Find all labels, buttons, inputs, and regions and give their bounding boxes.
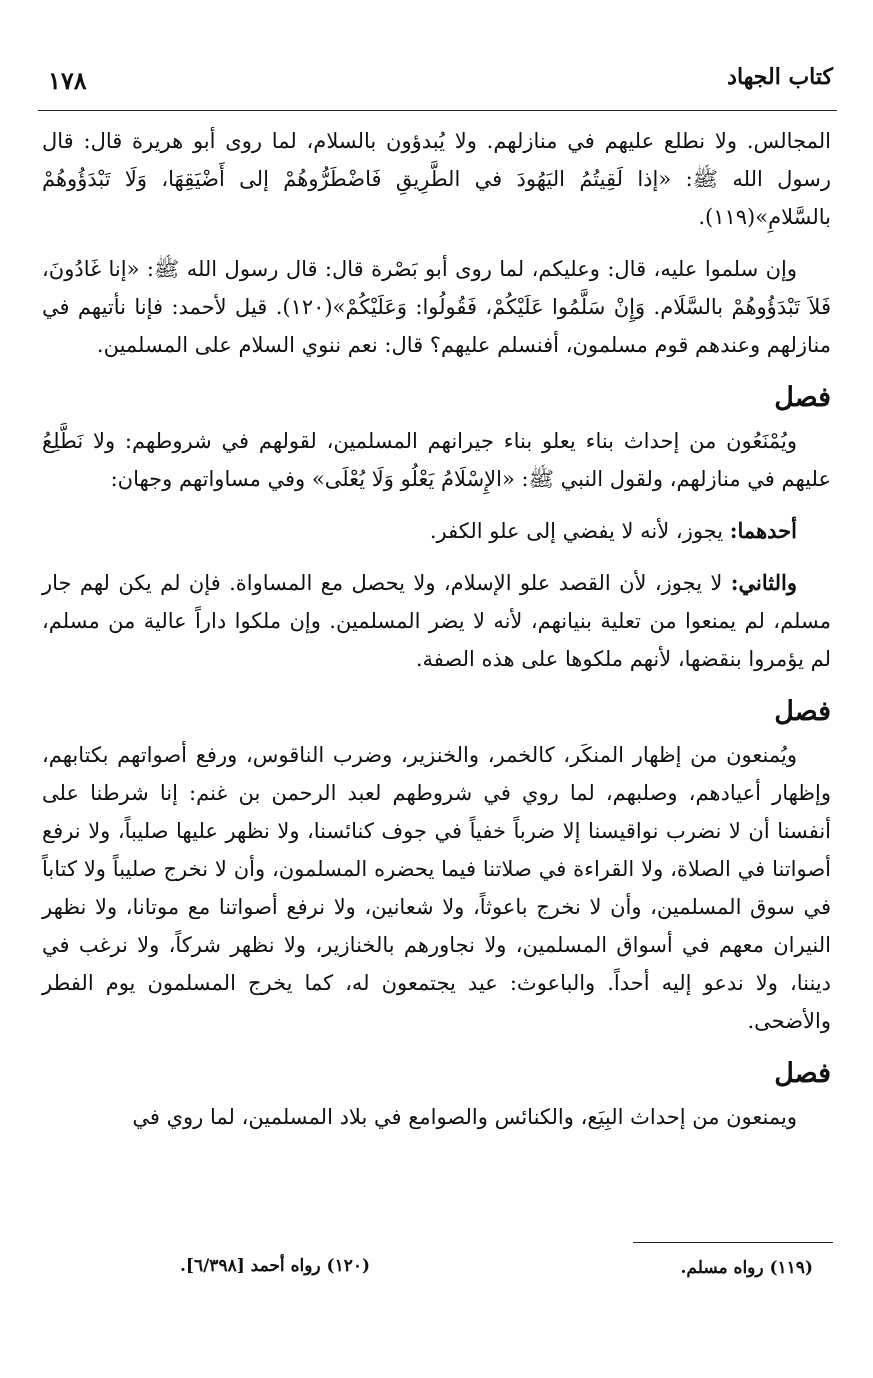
paragraph-buildings: ويُمْنَعُون من إحداث بناء يعلو بناء جيرانهم المسلمين، لقولهم في شروطهم: ولا نَطَّلِعُ عليهم في منازلهم، ولقول النبي ﷺ: «الإِسْلَامُ يَعْلُو وَلَا يُعْلَى» وفي مساواتهم وجهان: — [42, 429, 831, 491]
page-number: ١٧٨ — [48, 66, 87, 95]
paragraph-churches: ويمنعون من إحداث البِيَع، والكنائس والصوامع في بلاد المسلمين، لما روي في — [132, 1105, 797, 1129]
paragraph-first-view — [42, 512, 831, 550]
book-title: كتاب الجهاد — [727, 64, 833, 90]
second-view-label: والثاني: — [730, 570, 797, 595]
paragraph-public-display: ويُمنعون من إظهار المنكَر، كالخمر، والخنزير، وضرب الناقوس، ورفع أصواتهم بكتابهم، وإظهار أعيادهم، وصلبهم، لما روي في شروطهم لعبد الرحمن بن غنم: إنا شرطنا على أنفسنا أن لا نضرب نواقيسنا إلا ضرباً خفياً في جوف كنائسنا، ولا نظهر عليها صليباً، ولا نرفع أصواتنا في الصلاة، ولا القراءة في صلاتنا فيما يحضره المسلمون، وأن لا نخرج صليباً ولا كتاباً في سوق المسلمين، وأن لا نخرج باعوثاً، ولا شعانين، ولا نرفع أصواتنا مع موتانا، ولا نظهر النيران معهم في أسواق المسلمين، ولا نجاورهم بالخنازير، ولا نظهر شركاً، ولا نرغب في ديننا، ولا ندعو إليه أحداً. والباعوث: عيد يجتمعون له، كما يخرج المسلمون يوم الفطر والأضحى. — [42, 743, 831, 1033]
footnote-rule — [633, 1242, 833, 1243]
section-heading: فصل — [774, 696, 831, 727]
header-rule — [38, 110, 837, 111]
main-text — [42, 122, 831, 1150]
section-heading: فصل — [774, 382, 831, 413]
paragraph-second-view — [42, 564, 831, 678]
paragraph-greeting: المجالس. ولا نطلع عليهم في منازلهم. ولا يُبدؤون بالسلام، لما روى أبو هريرة قال: قال رسول الله ﷺ: «إذا لَقِيتُمُ اليَهُودَ في الطَّرِيقِ فَاضْطَرُّوهُمْ إلى أَضْيَقِهَا، وَلَا تَبْدَؤُوهُمْ بالسَّلامِ»(١١٩). — [42, 129, 831, 229]
footnote-120: (١٢٠) رواه أحمد [٦/٣٩٨]. — [180, 1256, 371, 1276]
running-header — [38, 62, 833, 102]
section-heading: فصل — [774, 1058, 831, 1089]
footnote-119: (١١٩) رواه مسلم. — [680, 1258, 813, 1278]
first-view-text: يجوز، لأنه لا يفضي إلى علو الكفر. — [429, 519, 730, 543]
footnotes — [180, 1256, 813, 1296]
second-view-text: لا يجوز، لأن القصد علو الإسلام، ولا يحصل مع المساواة. فإن لم يكن لهم جار مسلم، لم يمنعوا من تعلية بنيانهم، لأنه لا يضر المسلمين. وإن ملكوا داراً عالية من مسلم، لم يؤمروا بنقضها، لأنهم ملكوها على هذه الصفة. — [42, 571, 831, 671]
paragraph-reply: وإن سلموا عليه، قال: وعليكم، لما روى أبو بَصْرة قال: قال رسول الله ﷺ: «إنا غَادُونَ، فَلاَ تَبْدَؤُوهُمْ بالسَّلَام. وَإِنْ سَلَّمُوا عَلَيْكُمْ، فَقُولُوا: وَعَلَيْكُمْ»(١٢٠). قيل لأحمد: فإنا نأتيهم في منازلهم وعندهم قوم مسلمون، أفنسلم عليهم؟ قال: نعم ننوي السلام على المسلمين. — [42, 257, 831, 357]
first-view-label: أحدهما: — [729, 518, 797, 543]
